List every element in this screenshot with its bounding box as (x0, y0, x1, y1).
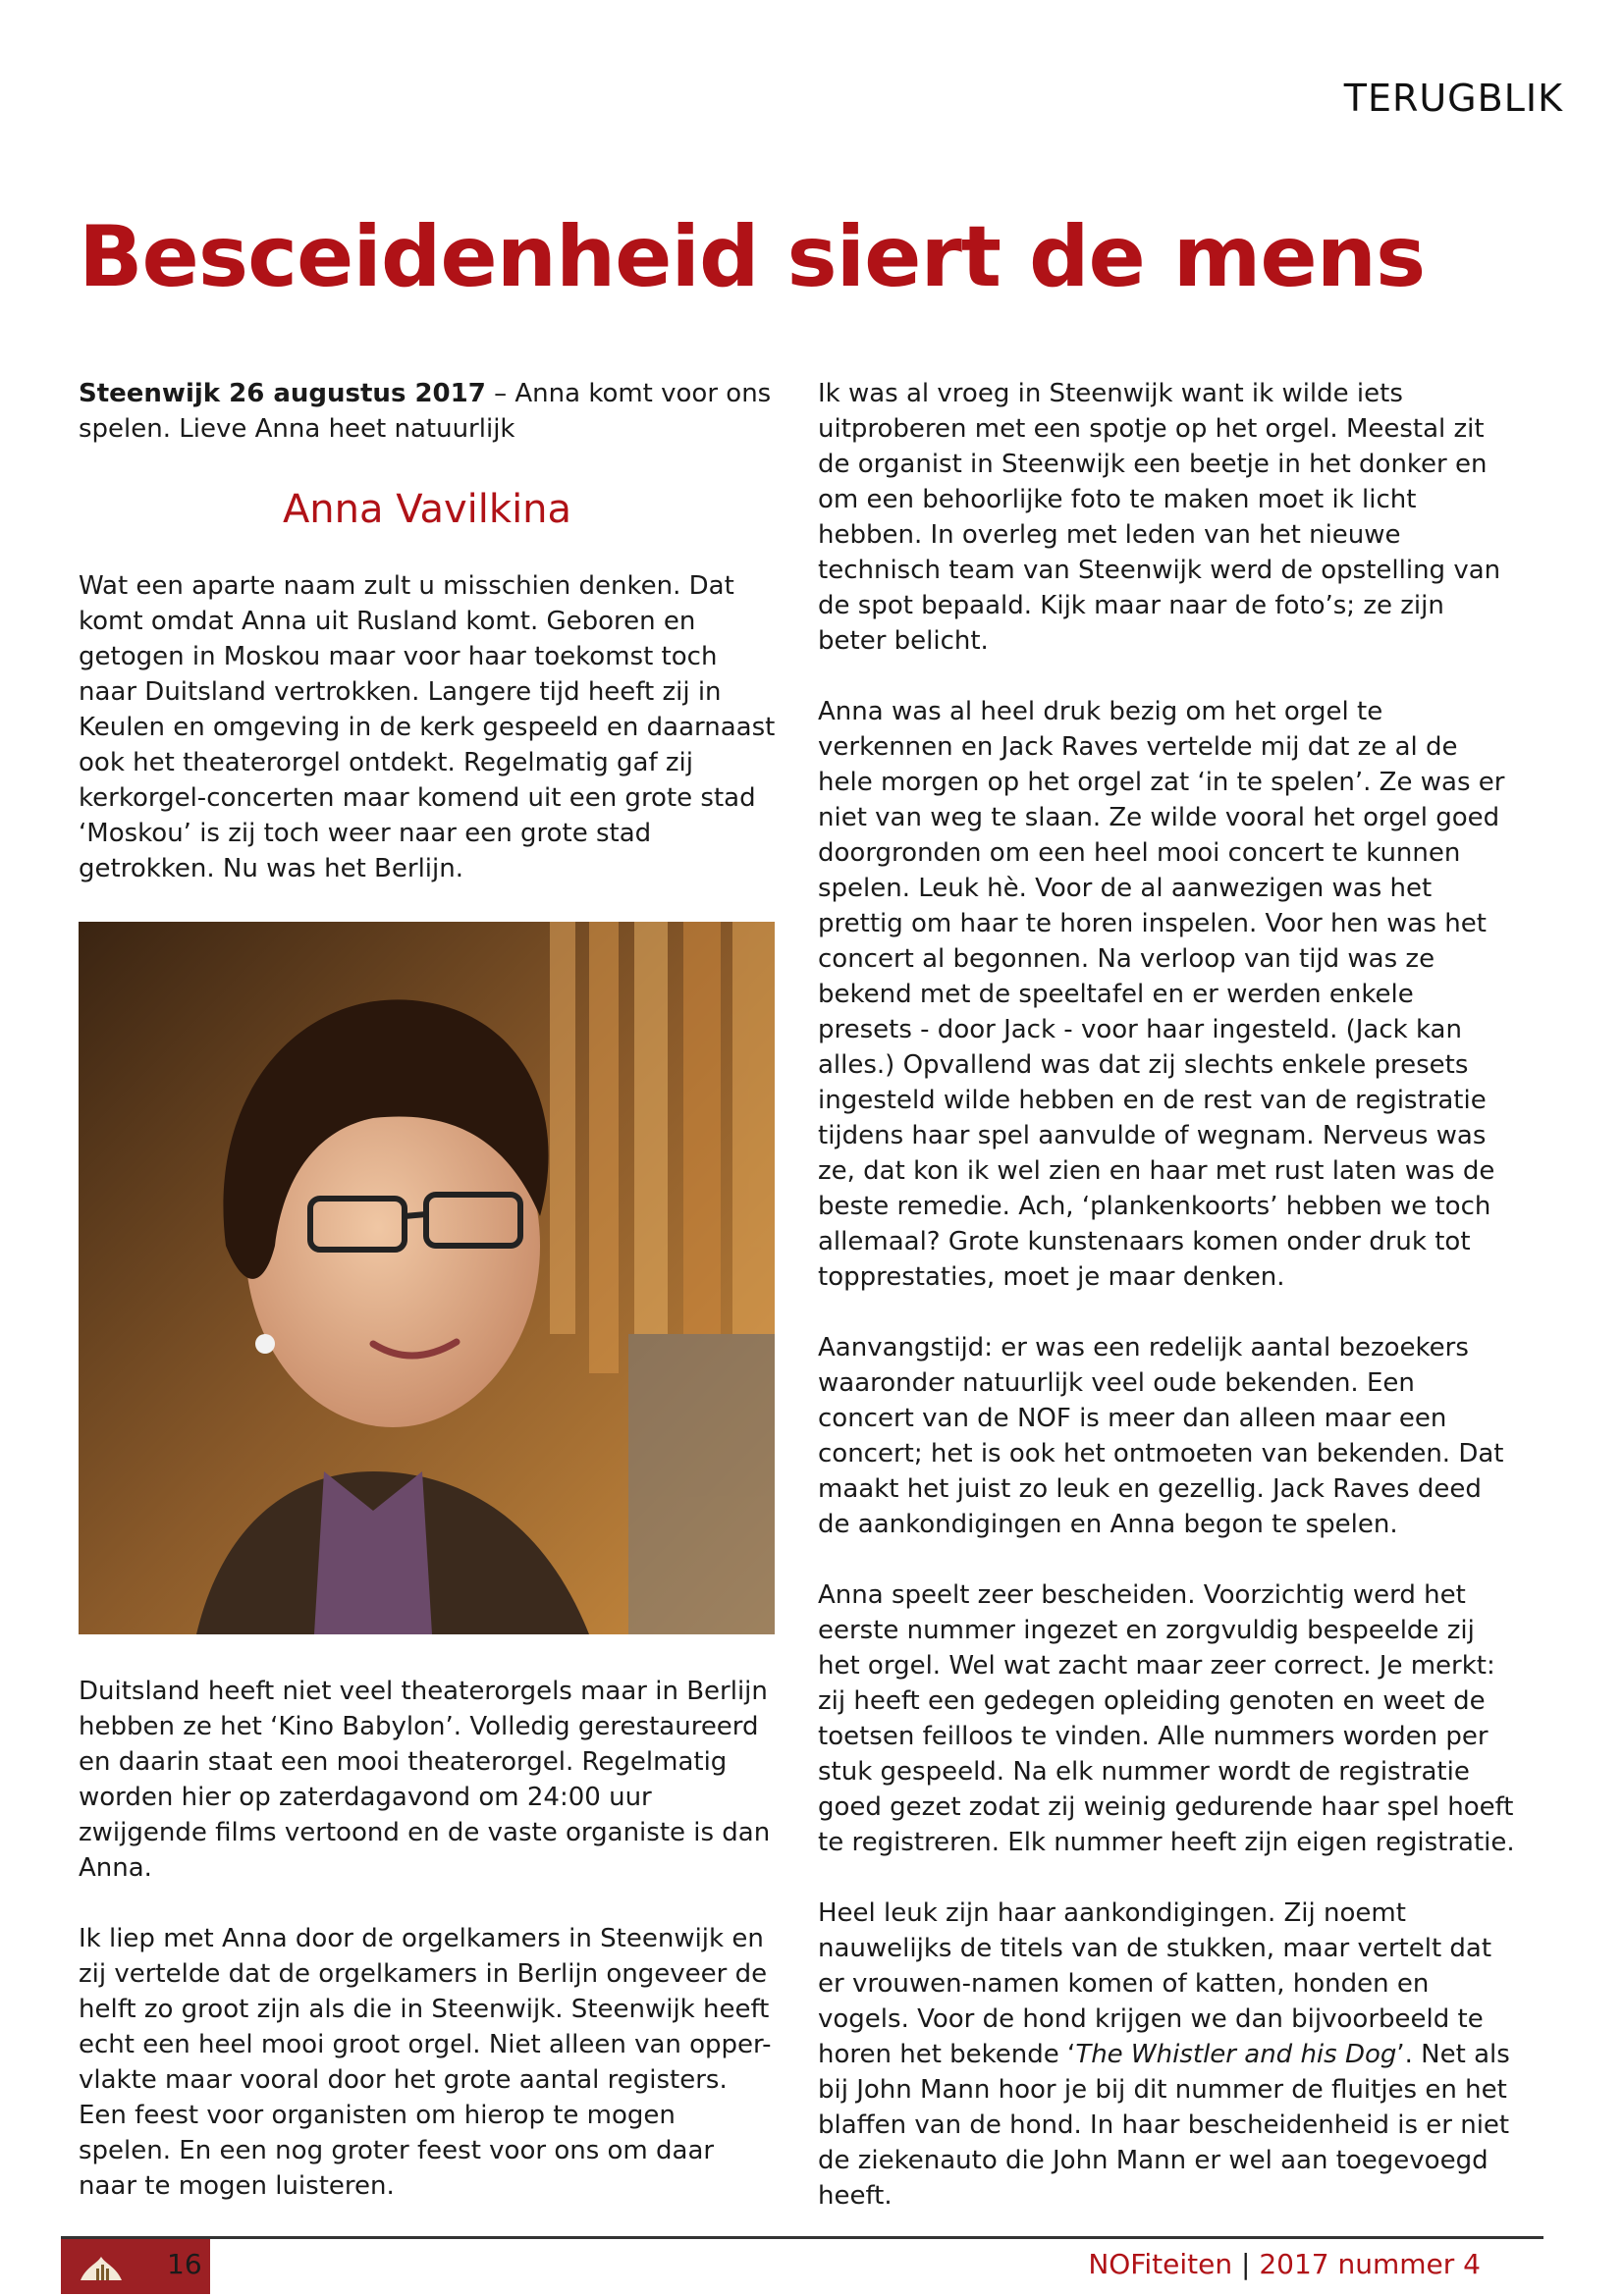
publication-name: NOFiteiten (1088, 2248, 1233, 2280)
body-paragraph: Anna was al heel druk bezig om het orgel te verkennen en Jack Raves vertelde mij dat ze al de hele morgen op het orgel zat ‘in te spelen’. Ze was er niet van weg te slaan. Ze wilde vooral het orgel goed doorgronden om een heel mooi concert te kunnen spelen. Leuk hè. Voor de al aanwezigen was het prettig om haar te horen inspelen. Voor hen was het concert al begonnen. Na verloop van tijd was ze bekend met de speeltafel en er werden enkele presets - door Jack - voor haar ingesteld. (Jack kan alles.) Opvallend was dat zij slechts enkele presets ingesteld wilde hebben en de rest van de registratie tijdens haar spel aanvulde of wegnam. Nerveus was ze, dat kon ik wel zien en haar met rust laten was de beste remedie. Ach, ‘plankenkoorts’ hebben we toch allemaal? Grote kunstenaars komen onder druk tot topprestaties, moet je maar denken. (818, 697, 1505, 1292)
earring (255, 1334, 275, 1354)
footer-publication (1088, 2248, 1481, 2280)
body-paragraph-last (818, 1896, 1515, 2214)
body-paragraph: Wat een aparte naam zult u misschien denken. Dat komt omdat Anna uit Rusland komt. Geboren en getogen in Moskou maar voor haar toekomst toch naar Duitsland vertrokken. Langere tijd heeft zij in Keulen en omgeving in de kerk gespeeld en daarnaast ook het theaterorgel ontdekt. Regelmatig gaf zij kerkorgel-concerten maar komend uit een grote stad ‘Moskou’ is zij toch weer naar een grote stad getrokken. Nu was het Berlijn. (79, 571, 776, 883)
section-label: TERUGBLIK (1343, 77, 1563, 120)
body-paragraph: Ik was al vroeg in Steenwijk want ik wilde iets uitproberen met een spotje op het orgel. Meestal zit de organist in Steenwijk een beetje in het donker en om een behoorlijke foto te maken moet ik licht hebben. In overleg met leden van het nieuwe technisch team van Steenwijk werd de opstelling van de spot bepaald. Kijk maar naar de foto’s; ze zijn beter belicht. (818, 379, 1501, 656)
intro-text: – Anna komt voor ons spelen. Lieve Anna heet natuurlijk (79, 379, 772, 444)
page-number: 16 (167, 2248, 202, 2280)
separator: | (1241, 2248, 1251, 2280)
song-title: The Whistler and his Dog (1075, 2040, 1397, 2069)
dateline: Steenwijk 26 augustus 2017 (79, 379, 486, 408)
intro-paragraph (79, 376, 776, 447)
footer-rule (61, 2236, 1543, 2239)
body-paragraph: Anna speelt zeer bescheiden. Voorzichtig werd het eerste nummer ingezet en zorgvuldig bespeelde zij het orgel. Wel wat zacht maar zeer correct. Je merkt: zij heeft een gedegen opleiding genoten en weet de toetsen feilloos te vinden. Alle nummers worden per stuk gespeeld. Na elk nummer wordt de registratie goed gezet zodat zij weinig gedurende haar spel hoeft te registreren. Elk nummer heeft zijn eigen registratie. (818, 1580, 1515, 1857)
body-paragraph: Ik liep met Anna door de orgelkamers in Steenwijk en zij vertelde dat de orgelkamers in Berlijn ongeveer de helft zo groot zijn als die in Steenwijk. Steenwijk heeft echt een heel mooi groot orgel. Niet alleen van opper-vlakte maar vooral door het grote aantal registers. Een feest voor organisten om hierop te mogen spelen. En een nog groter feest voor ons om daar naar te mogen luisteren. (79, 1924, 772, 2201)
body-paragraph: Duitsland heeft niet veel theaterorgels maar in Berlijn hebben ze het ‘Kino Babylon’. Volledig gerestaureerd en daarin staat een mooi theaterorgel. Regelmatig worden hier op zaterdagavond om 24:00 uur zwijgende films vertoond en de vaste organiste is dan Anna. (79, 1677, 771, 1883)
text-segment: Heel leuk zijn haar aankondigingen. Zij noemt nauwelijks de titels van de stukken, maar vertelt dat er vrouwen-namen komen of katten, honden en vogels. Voor de hond krijgen we dan bijvoorbeeld te horen het bekende ‘ (818, 1898, 1492, 2069)
organ-logo-icon (77, 2247, 126, 2286)
page-title: Besceidenheid siert de mens (79, 208, 1426, 306)
left-column (79, 376, 776, 2239)
portrait-photo (79, 922, 775, 1634)
right-column (818, 376, 1515, 2249)
body-paragraph: Aanvangstijd: er was een redelijk aantal bezoekers waaronder natuurlijk veel oude bekenden. Een concert van de NOF is meer dan alleen maar een concert; het is ook het ontmoeten van bekenden. Dat maakt het juist zo leuk en gezellig. Jack Raves deed de aankondigingen en Anna begon te spelen. (818, 1333, 1504, 1539)
text-segment: ’. Net als bij John Mann hoor je bij dit nummer de fluitjes en het blaffen van de hond. In haar bescheidenheid is er niet de ziekenauto die John Mann er wel aan toegevoegd heeft. (818, 2040, 1510, 2211)
issue-label: 2017 nummer 4 (1259, 2248, 1481, 2280)
portrait-illustration (79, 922, 775, 1634)
subheading: Anna Vavilkina (282, 487, 572, 532)
